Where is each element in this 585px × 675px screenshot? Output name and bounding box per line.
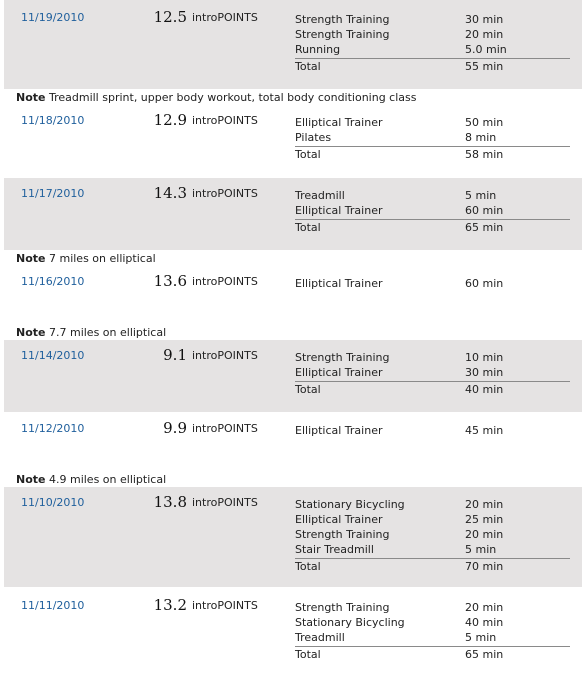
activity-name: Stationary Bicycling xyxy=(295,616,405,629)
total-duration: 40 min xyxy=(465,383,504,396)
activity-row xyxy=(295,527,570,542)
activity-list xyxy=(295,497,570,574)
activity-row xyxy=(295,203,570,218)
activity-duration: 20 min xyxy=(465,601,504,614)
activity-row xyxy=(295,276,570,291)
activity-row xyxy=(295,615,570,630)
note-label: Note xyxy=(16,326,46,339)
activity-duration: 20 min xyxy=(465,28,504,41)
entry-points-value: 13.8 xyxy=(153,493,187,511)
entry-points-unit: introPOINTS xyxy=(192,349,258,362)
activity-duration: 20 min xyxy=(465,498,504,511)
activity-list xyxy=(295,600,570,662)
activity-duration: 5 min xyxy=(465,631,497,644)
activity-row xyxy=(295,188,570,203)
activity-row xyxy=(295,115,570,130)
activity-name: Elliptical Trainer xyxy=(295,424,383,437)
entry-date-link[interactable]: 11/10/2010 xyxy=(21,496,85,509)
total-row xyxy=(295,646,570,662)
note-text: 4.9 miles on elliptical xyxy=(48,473,167,486)
entry-points-unit: introPOINTS xyxy=(192,11,258,24)
log-entry xyxy=(4,0,582,89)
total-row xyxy=(295,58,570,74)
entry-points-unit: introPOINTS xyxy=(192,422,258,435)
activity-duration: 10 min xyxy=(465,351,504,364)
entry-points-unit: introPOINTS xyxy=(192,496,258,509)
entry-date-link[interactable]: 11/14/2010 xyxy=(21,349,85,362)
activity-row xyxy=(295,130,570,145)
note-text: 7.7 miles on elliptical xyxy=(48,326,167,339)
activity-name: Treadmill xyxy=(295,189,345,202)
activity-name: Strength Training xyxy=(295,351,390,364)
total-row xyxy=(295,381,570,397)
note-label: Note xyxy=(16,473,46,486)
activity-duration: 5 min xyxy=(465,543,497,556)
log-entry xyxy=(4,487,582,587)
total-label: Total xyxy=(295,221,321,234)
activity-duration: 5 min xyxy=(465,189,497,202)
entry-points-unit: introPOINTS xyxy=(192,275,258,288)
activity-list xyxy=(295,276,570,291)
activity-row xyxy=(295,42,570,57)
log-entry xyxy=(4,413,582,473)
activity-list xyxy=(295,188,570,235)
activity-row xyxy=(295,542,570,557)
total-row xyxy=(295,146,570,162)
activity-duration: 50 min xyxy=(465,116,504,129)
note-text: 7 miles on elliptical xyxy=(48,252,156,265)
entry-note xyxy=(16,91,417,104)
activity-row xyxy=(295,350,570,365)
total-duration: 65 min xyxy=(465,221,504,234)
total-duration: 58 min xyxy=(465,148,504,161)
log-entry xyxy=(4,266,582,326)
entry-points-value: 12.9 xyxy=(153,111,187,129)
activity-duration: 8 min xyxy=(465,131,497,144)
activity-list xyxy=(295,115,570,162)
entry-note xyxy=(16,326,166,339)
activity-name: Elliptical Trainer xyxy=(295,366,383,379)
activity-name: Elliptical Trainer xyxy=(295,277,383,290)
activity-duration: 20 min xyxy=(465,528,504,541)
entry-points-value: 9.1 xyxy=(163,346,187,364)
activity-duration: 30 min xyxy=(465,366,504,379)
total-duration: 55 min xyxy=(465,60,504,73)
note-label: Note xyxy=(16,252,46,265)
activity-name: Strength Training xyxy=(295,528,390,541)
entry-points-value: 13.2 xyxy=(153,596,187,614)
activity-duration: 5.0 min xyxy=(465,43,507,56)
activity-name: Stationary Bicycling xyxy=(295,498,405,511)
entry-note xyxy=(16,473,166,486)
activity-name: Treadmill xyxy=(295,631,345,644)
entry-points-unit: introPOINTS xyxy=(192,187,258,200)
entry-points-value: 9.9 xyxy=(163,419,187,437)
activity-row xyxy=(295,423,570,438)
note-text: Treadmill sprint, upper body workout, total body conditioning class xyxy=(48,91,417,104)
total-label: Total xyxy=(295,60,321,73)
activity-name: Stair Treadmill xyxy=(295,543,374,556)
activity-name: Strength Training xyxy=(295,13,390,26)
activity-name: Strength Training xyxy=(295,28,390,41)
entry-points-value: 13.6 xyxy=(153,272,187,290)
entry-points-unit: introPOINTS xyxy=(192,114,258,127)
activity-name: Elliptical Trainer xyxy=(295,513,383,526)
entry-note xyxy=(16,252,156,265)
log-entry xyxy=(4,340,582,412)
activity-duration: 30 min xyxy=(465,13,504,26)
total-duration: 65 min xyxy=(465,648,504,661)
activity-row xyxy=(295,512,570,527)
entry-date-link[interactable]: 11/18/2010 xyxy=(21,114,85,127)
activity-name: Elliptical Trainer xyxy=(295,116,383,129)
activity-row xyxy=(295,365,570,380)
entry-date-link[interactable]: 11/11/2010 xyxy=(21,599,85,612)
activity-duration: 60 min xyxy=(465,277,504,290)
activity-duration: 40 min xyxy=(465,616,504,629)
activity-row xyxy=(295,600,570,615)
note-label: Note xyxy=(16,91,46,104)
activity-duration: 25 min xyxy=(465,513,504,526)
activity-list xyxy=(295,12,570,74)
total-label: Total xyxy=(295,383,321,396)
entry-points-value: 14.3 xyxy=(153,184,187,202)
total-row xyxy=(295,219,570,235)
entry-points-unit: introPOINTS xyxy=(192,599,258,612)
total-row xyxy=(295,558,570,574)
activity-name: Running xyxy=(295,43,341,56)
entry-date-link[interactable]: 11/17/2010 xyxy=(21,187,85,200)
activity-list xyxy=(295,350,570,397)
activity-row xyxy=(295,497,570,512)
log-entry xyxy=(4,590,582,670)
entry-date-link[interactable]: 11/16/2010 xyxy=(21,275,85,288)
activity-row xyxy=(295,12,570,27)
activity-duration: 45 min xyxy=(465,424,504,437)
log-entry xyxy=(4,106,582,171)
activity-name: Pilates xyxy=(295,131,332,144)
total-label: Total xyxy=(295,148,321,161)
activity-name: Elliptical Trainer xyxy=(295,204,383,217)
activity-row xyxy=(295,27,570,42)
total-label: Total xyxy=(295,648,321,661)
entry-points-value: 12.5 xyxy=(153,8,187,26)
activity-duration: 60 min xyxy=(465,204,504,217)
activity-name: Strength Training xyxy=(295,601,390,614)
entry-date-link[interactable]: 11/12/2010 xyxy=(21,422,85,435)
log-entry xyxy=(4,178,582,250)
total-label: Total xyxy=(295,560,321,573)
activity-row xyxy=(295,630,570,645)
entry-date-link[interactable]: 11/19/2010 xyxy=(21,11,85,24)
activity-list xyxy=(295,423,570,438)
total-duration: 70 min xyxy=(465,560,504,573)
